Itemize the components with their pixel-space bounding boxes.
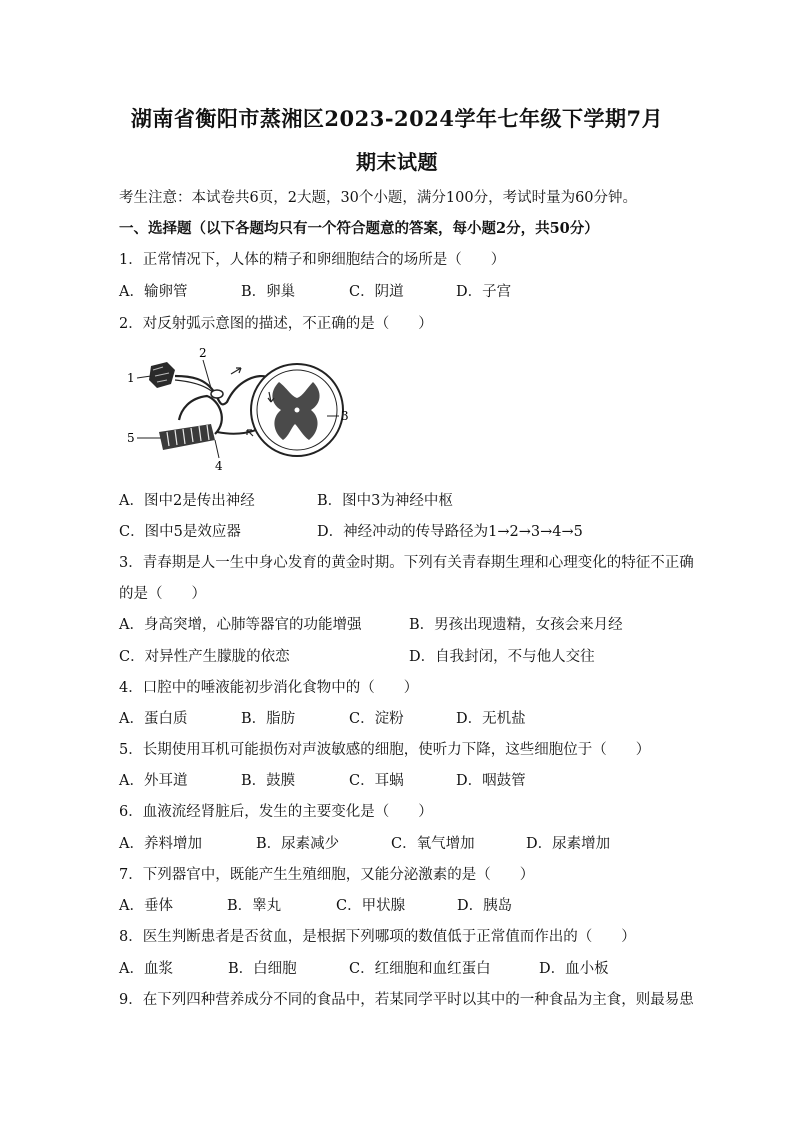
question-4-options [119,707,719,729]
option-c: C．图中5是效应器 [119,524,241,540]
option-b: B．尿素减少 [256,836,340,852]
diagram-label-1: 1 [127,371,135,385]
question-3-stem: 3．青春期是人一生中身心发育的黄金时期。下列有关青春期生理和心理变化的特征不正确 [119,555,694,571]
question-2-stem: 2．对反射弧示意图的描述，不正确的是（ ） [119,316,433,332]
diagram-label-2: 2 [199,346,207,360]
question-2-options-row2 [119,520,719,542]
option-a: A．图中2是传出神经 [119,493,255,509]
option-c: C．氧气增加 [391,836,475,852]
option-a: A．垂体 [119,898,173,914]
option-b: B．男孩出现遗精，女孩会来月经 [409,617,623,633]
option-c: C．对异性产生朦胧的依恋 [119,649,290,665]
question-8-stem: 8．医生判断患者是否贫血，是根据下列哪项的数值低于正常值而作出的（ ） [119,929,636,945]
option-d: D．尿素增加 [526,836,611,852]
option-d: D．自我封闭，不与他人交往 [409,649,595,665]
option-c: C．甲状腺 [336,898,406,914]
section-heading: 一、选择题（以下各题均只有一个符合题意的答案，每小题2分，共50分） [119,220,599,237]
question-1-options [119,280,719,302]
option-d: D．无机盐 [456,711,526,727]
question-2-options-row1 [119,489,719,511]
question-7-stem: 7．下列器官中，既能产生生殖细胞，又能分泌激素的是（ ） [119,867,535,883]
option-b: B．鼓膜 [241,773,296,789]
option-d: D．咽鼓管 [456,773,526,789]
question-5-stem: 5．长期使用耳机可能损伤对声波敏感的细胞，使听力下降，这些细胞位于（ ） [119,742,651,758]
question-3-options-row2 [119,645,719,667]
question-7-options [119,894,719,916]
option-b: B．睾丸 [227,898,282,914]
question-3-options-row1 [119,613,719,635]
option-a: A．血浆 [119,961,173,977]
question-8-options [119,957,719,979]
option-d: D．神经冲动的传导路径为1→2→3→4→5 [317,524,583,540]
option-d: D．血小板 [539,961,609,977]
diagram-label-3: 3 [341,409,349,423]
option-a: A．蛋白质 [119,711,188,727]
option-b: B．图中3为神经中枢 [317,493,453,509]
receptor-shape [149,362,175,388]
exam-notice: 考生注意：本试卷共6页，2大题，30个小题，满分100分，考试时量为60分钟。 [119,190,638,206]
question-9-stem: 9．在下列四种营养成分不同的食品中，若某同学平时以其中的一种食品为主食，则最易患 [119,992,694,1008]
option-b: B．白细胞 [228,961,297,977]
option-b: B．卵巢 [241,284,296,300]
option-a: A．输卵管 [119,284,188,300]
effector-muscle-shape [159,424,215,450]
reflex-arc-diagram [119,340,359,475]
option-d: D．胰岛 [457,898,513,914]
question-4-stem: 4．口腔中的唾液能初步消化食物中的（ ） [119,680,419,696]
question-6-stem: 6．血液流经肾脏后，发生的主要变化是（ ） [119,804,433,820]
option-b: B．脂肪 [241,711,296,727]
diagram-label-5: 5 [127,431,135,445]
question-3-stem-cont: 的是（ ） [119,586,206,602]
option-d: D．子宫 [456,284,512,300]
option-a: A．养料增加 [119,836,202,852]
exam-title: 湖南省衡阳市蒸湘区2023-2024学年七年级下学期7月 [130,106,664,131]
question-1-stem: 1．正常情况下，人体的精子和卵细胞结合的场所是（ ） [119,252,506,268]
question-6-options [119,832,719,854]
diagram-label-4: 4 [215,459,223,473]
option-c: C．耳蜗 [349,773,404,789]
option-a: A．外耳道 [119,773,188,789]
option-c: C．淀粉 [349,711,404,727]
option-c: C．红细胞和血红蛋白 [349,961,491,977]
exam-subtitle: 期末试题 [356,150,438,174]
option-c: C．阴道 [349,284,404,300]
option-a: A．身高突增，心肺等器官的功能增强 [119,617,362,633]
question-5-options [119,769,719,791]
